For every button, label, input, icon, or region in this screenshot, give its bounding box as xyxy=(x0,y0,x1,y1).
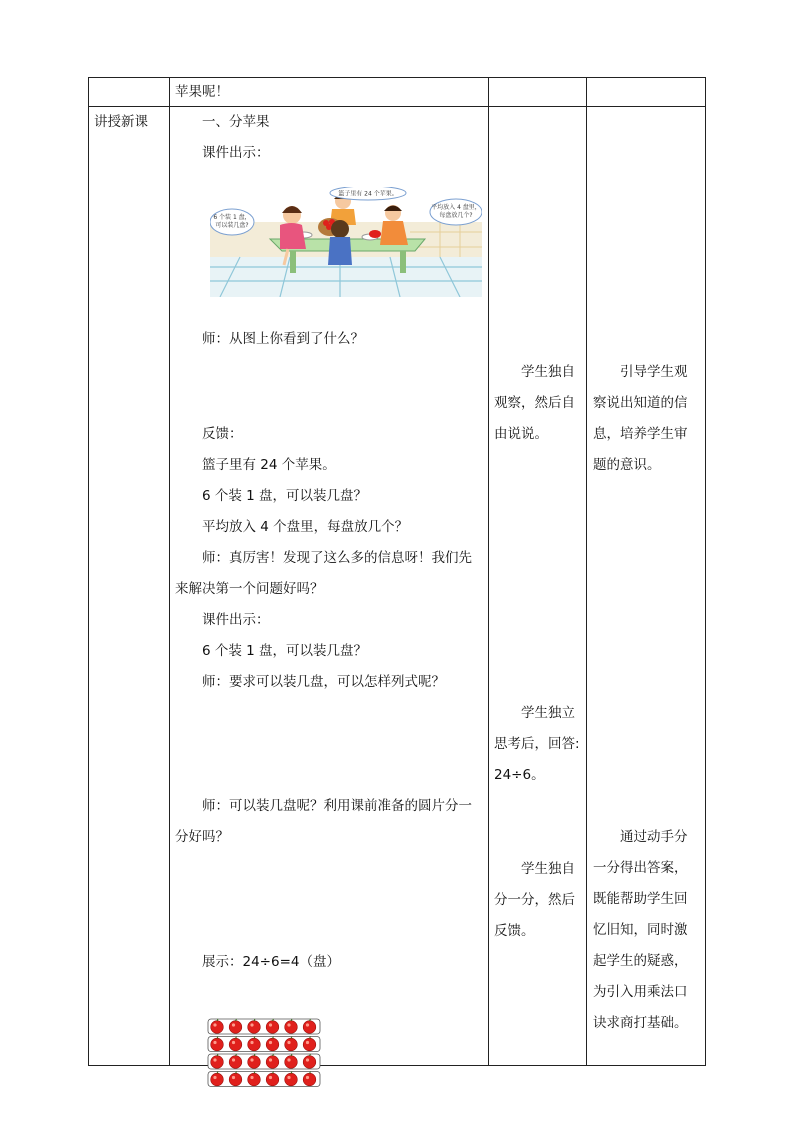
apple-highlight xyxy=(306,1041,309,1044)
svg-text:可以装几盘?: 可以装几盘? xyxy=(215,222,249,229)
activity-line: 观察，然后自 xyxy=(494,395,575,411)
svg-text:6 个装 1 盘，: 6 个装 1 盘， xyxy=(213,214,251,221)
activity-line: 学生独立 xyxy=(521,705,575,721)
apple-highlight xyxy=(269,1023,272,1026)
apple-highlight xyxy=(213,1023,216,1026)
student-activity-block xyxy=(494,698,582,791)
svg-text:每盘放几个?: 每盘放几个? xyxy=(439,212,473,219)
intent-line: 察说出知道的信 xyxy=(593,395,688,411)
apple xyxy=(229,1038,242,1051)
apple xyxy=(229,1056,242,1069)
apples-in-plates-illustration xyxy=(207,1017,321,1089)
intent-line: 息，培养学生审 xyxy=(593,426,688,442)
content-line: 6 个装 1 盘，可以装几盘？ xyxy=(202,643,368,659)
apple-highlight xyxy=(306,1058,309,1061)
apple xyxy=(303,1038,316,1051)
design-intent-block xyxy=(593,357,703,481)
activity-line: 分一分，然后 xyxy=(494,892,575,908)
student-activity-block xyxy=(494,854,582,947)
intent-line: 通过动手分 xyxy=(620,829,688,845)
activity-line: 24÷6。 xyxy=(494,767,545,783)
svg-text:平均放入 4 盘里，: 平均放入 4 盘里， xyxy=(431,204,481,211)
apple xyxy=(248,1021,261,1034)
intent-line: 诀求商打基础。 xyxy=(593,1015,688,1031)
apple xyxy=(211,1056,224,1069)
teacher-remark: 师：真厉害！发现了这么多的信息呀！我们先 xyxy=(202,550,472,566)
apple xyxy=(266,1038,279,1051)
apple-highlight xyxy=(232,1041,235,1044)
apple xyxy=(285,1021,298,1034)
apple xyxy=(229,1073,242,1086)
activity-line: 学生独自 xyxy=(521,364,575,380)
section-heading: 一、分苹果 xyxy=(202,114,270,130)
intent-line: 为引入用乘法口 xyxy=(593,984,688,1000)
activity-line: 反馈。 xyxy=(494,923,535,939)
apple xyxy=(285,1038,298,1051)
teacher-question: 师：从图上你看到了什么？ xyxy=(202,331,364,347)
apple xyxy=(285,1056,298,1069)
apple-highlight xyxy=(250,1076,253,1079)
activity-line: 思考后，回答: xyxy=(494,736,580,752)
apple xyxy=(229,1021,242,1034)
design-intent-cell xyxy=(587,78,706,107)
apple-highlight xyxy=(306,1023,309,1026)
apple xyxy=(266,1056,279,1069)
apple-highlight xyxy=(287,1041,290,1044)
apple-highlight xyxy=(287,1023,290,1026)
apple xyxy=(303,1073,316,1086)
apple xyxy=(285,1073,298,1086)
activity-line: 由说说。 xyxy=(494,426,548,442)
teacher-question: 师：要求可以装几盘，可以怎样列式呢？ xyxy=(202,674,445,690)
apple-highlight xyxy=(306,1076,309,1079)
svg-text:篮子里有 24 个苹果。: 篮子里有 24 个苹果。 xyxy=(338,190,398,198)
stage-cell xyxy=(89,107,170,1066)
stage-cell xyxy=(89,78,170,107)
teacher-remark: 来解决第一个问题好吗？ xyxy=(175,581,324,597)
content-line: 篮子里有 24 个苹果。 xyxy=(202,457,336,473)
intent-line: 忆旧知，同时激 xyxy=(593,922,688,938)
apple-highlight xyxy=(213,1058,216,1061)
apple xyxy=(266,1073,279,1086)
design-intent-block xyxy=(593,822,703,1039)
student-activity-cell xyxy=(489,107,587,1066)
apple-highlight xyxy=(232,1023,235,1026)
apple-highlight xyxy=(213,1041,216,1044)
apple xyxy=(248,1038,261,1051)
display-equation: 展示：24÷6=4（盘） xyxy=(202,954,340,970)
content-text: 苹果呢！ xyxy=(175,84,229,100)
intent-line: 起学生的疑惑， xyxy=(593,953,688,969)
apple-highlight xyxy=(232,1076,235,1079)
intent-line: 既能帮助学生回 xyxy=(593,891,688,907)
content-line: 课件出示： xyxy=(202,145,270,161)
content-line: 反馈： xyxy=(202,426,243,442)
content-line: 平均放入 4 个盘里，每盘放几个？ xyxy=(202,519,409,535)
apple-highlight xyxy=(232,1058,235,1061)
apple-highlight xyxy=(269,1058,272,1061)
content-cell xyxy=(170,107,489,1066)
apple xyxy=(248,1073,261,1086)
intent-line: 题的意识。 xyxy=(593,457,661,473)
apple-highlight xyxy=(250,1023,253,1026)
content-line: 6 个装 1 盘，可以装几盘？ xyxy=(202,488,368,504)
apple xyxy=(266,1021,279,1034)
activity-line: 学生独自 xyxy=(521,861,575,877)
teacher-question: 师：可以装几盘呢？利用课前准备的圆片分一 xyxy=(202,798,472,814)
apple-highlight xyxy=(287,1058,290,1061)
student-activity-cell xyxy=(489,78,587,107)
apple-highlight xyxy=(269,1076,272,1079)
apple xyxy=(248,1056,261,1069)
intent-line: 一分得出答案， xyxy=(593,860,688,876)
content-cell xyxy=(170,78,489,107)
apple-highlight xyxy=(250,1041,253,1044)
design-intent-cell xyxy=(587,107,706,1066)
apple xyxy=(303,1056,316,1069)
apple xyxy=(211,1021,224,1034)
apple-highlight xyxy=(269,1041,272,1044)
table-row xyxy=(89,107,706,1066)
table-row xyxy=(89,78,706,107)
intent-line: 引导学生观 xyxy=(620,364,688,380)
content-line: 课件出示： xyxy=(202,612,270,628)
apple-highlight xyxy=(287,1076,290,1079)
apple xyxy=(303,1021,316,1034)
student-activity-block xyxy=(494,357,582,450)
apple xyxy=(211,1038,224,1051)
teacher-question: 分好吗？ xyxy=(175,829,229,845)
apple xyxy=(211,1073,224,1086)
kids-sharing-apples-illustration xyxy=(210,187,482,297)
apple-highlight xyxy=(213,1076,216,1079)
lesson-plan-table xyxy=(88,77,706,1066)
stage-label: 讲授新课 xyxy=(94,114,148,130)
apple-highlight xyxy=(250,1058,253,1061)
